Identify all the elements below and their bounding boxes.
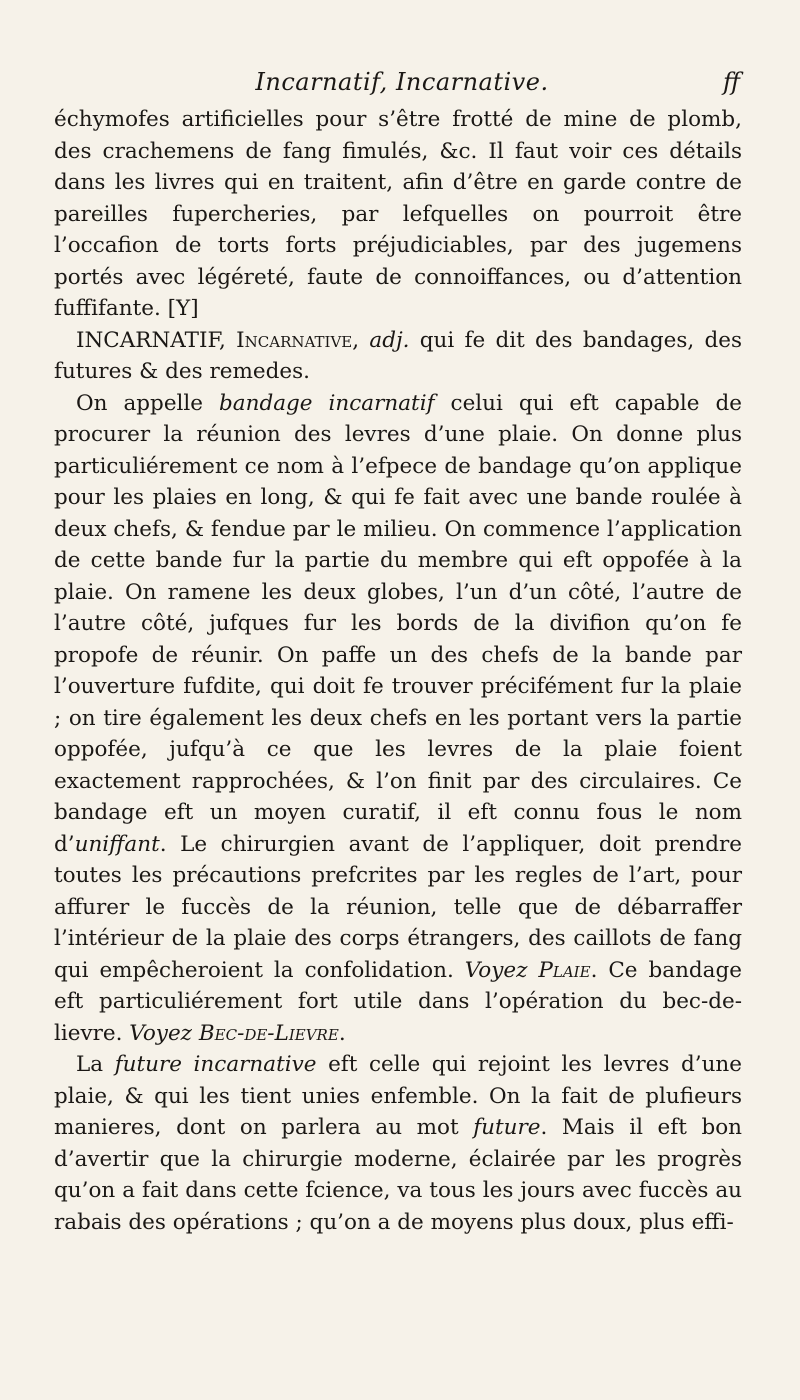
see-also-label: Voyez (464, 957, 528, 983)
signature-mark: ff (722, 68, 740, 96)
entry-separator: , (219, 327, 237, 353)
term-future-incarnative: future incarnative (114, 1052, 317, 1077)
text-run: . Ce bandage eft particuliérement fort utile dans l’opération du bec-de-lievre. (54, 957, 742, 1046)
paragraph-continuation: échymofes artificielles pour s’être frotté de mine de plomb, des crachemens de fang fimulés, &c. Il faut voir ces détails dans les livres qui en traitent, afin d’être en garde contre de pareilles fupercheries, par lefquelles on pourroit être l’occafion de torts forts préjudiciables, par des jugemens portés avec légéreté, faute de connoiffances, ou d’attention fuffifante. [Y] (54, 107, 742, 321)
text-run: On appelle (76, 390, 220, 416)
term-bandage-incarnatif: bandage incarnatif (219, 390, 435, 416)
cross-reference-plaie[interactable]: Plaie (538, 957, 591, 983)
text-run: eft celle qui rejoint les levres d’une plaie, & qui les tient unies enfemble. On la fait de plufieurs manieres, dont on parlera au mot (54, 1052, 743, 1140)
running-head: Incarnatif, Incarnative. (255, 68, 549, 96)
text-run: . Mais il eft bon d’avertir que la chirurgie moderne, éclairée par les progrès qu’on a fait dans cette fcience, va tous les jours avec fuccès au rabais des opérations ; qu’on a de moyens plus doux, plus effi- (54, 1115, 743, 1235)
see-also-label: Voyez (129, 1020, 192, 1046)
entry-separator: , (352, 327, 370, 353)
paragraph-bandage (54, 388, 742, 1050)
term-uniffant: uniffant (74, 831, 160, 857)
entry-part-of-speech: adj. (369, 327, 410, 353)
text-run: La (76, 1052, 115, 1077)
text-run: . (338, 1020, 346, 1046)
paragraph-future (54, 1049, 742, 1238)
entry-incarnatif (54, 325, 742, 388)
cross-reference-bec-de-lievre[interactable]: Bec-de-Lievre (198, 1020, 339, 1046)
term-future: future (473, 1115, 541, 1140)
page-header (64, 68, 740, 108)
text-run: celui qui eft capable de procurer la réunion des levres d’une plaie. On donne plus particuliérement ce nom à l’efpece de bandage qu’on applique pour les plaies en long, & qui fe fait avec une bande roulée à deux chefs, & fendue par le milieu. On commence l’application de cette bande fur la partie du membre qui eft oppofée à la plaie. On ramene les deux globes, l’un d’un côté, l’autre de l’autre côté, jufques fur les bords de la divifion qu’on fe propofe de réunir. On paffe un des chefs de la bande par l’ouverture fufdite, qui doit fe trouver précifément fur la plaie ; on tire également les deux chefs en les portant vers la partie oppofée, jufqu’à ce que les levres de la plaie foient exactement rapprochées, & l’on finit par des circulaires. Ce bandage eft un moyen curatif, il eft connu fous le nom d’ (54, 390, 742, 857)
entry-definition: qui fe dit des bandages, des futures & des remedes. (54, 327, 743, 384)
page-body (54, 104, 742, 1238)
text-run: . Le chirurgien avant de l’appliquer, doit prendre toutes les précautions prefcrites par les regles de l’art, pour affurer le fuccès de la réunion, telle que de débarraffer l’intérieur de la plaie des corps étrangers, des caillots de fang qui empêcheroient la confolidation. (54, 831, 742, 983)
entry-variant: Incarnative (236, 327, 353, 353)
entry-headword: INCARNATIF (76, 327, 220, 353)
